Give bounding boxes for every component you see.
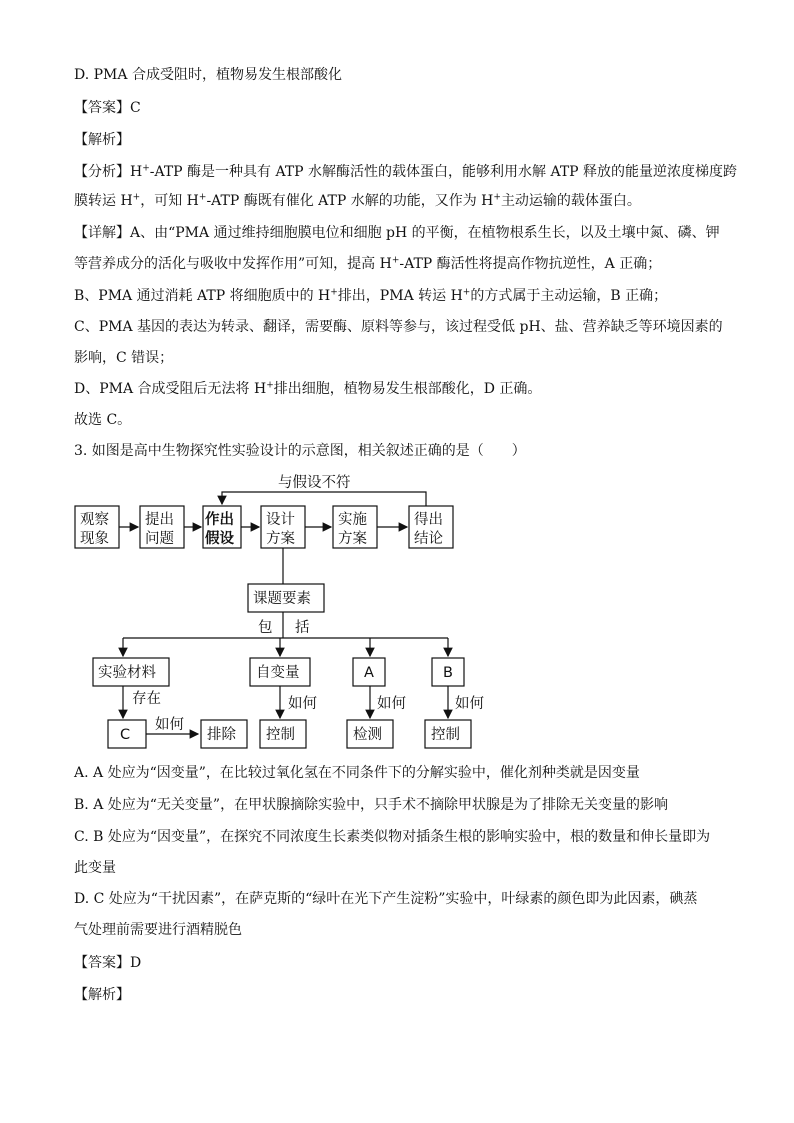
svg-text:A: A [364, 665, 374, 681]
option-c-line-1: C. B 处应为“因变量”，在探究不同浓度生长素类似物对插条生根的影响实验中，根的数量和伸长量即为 [74, 829, 711, 845]
svg-text:方案: 方案 [338, 531, 367, 547]
option-d-line-2: 气处理前需要进行酒精脱色 [74, 922, 242, 938]
svg-text:课题要素: 课题要素 [253, 591, 311, 607]
how-label-3: 如何 [455, 696, 484, 712]
prev-conclusion: 故选 C。 [74, 412, 132, 428]
step-question [140, 506, 184, 548]
prev-answer: 【答案】C [74, 100, 141, 116]
svg-text:观察: 观察 [80, 512, 109, 528]
option-a: A. A 处应为“因变量”，在比较过氧化氢在不同条件下的分解实验中，催化剂种类就是因变量 [74, 765, 640, 781]
q3-analysis-label: 【解析】 [74, 987, 130, 1003]
prev-xiangjie-b: B、PMA 通过消耗 ATP 将细胞质中的 H+排出，PMA 转运 H+的方式属于主动运输，B 正确； [74, 287, 668, 304]
svg-text:作出: 作出 [205, 512, 234, 528]
prev-xiangjie-d: D、PMA 合成受阻后无法将 H+排出细胞，植物易发生根部酸化，D 正确。 [74, 380, 542, 397]
svg-text:方案: 方案 [266, 531, 295, 547]
svg-text:现象: 现象 [80, 531, 109, 547]
bottom-exclude [201, 720, 247, 748]
q3-answer: 【答案】D [74, 955, 142, 971]
svg-text:实施: 实施 [338, 512, 367, 528]
question-3-stem: 3. 如图是高中生物探究性实验设计的示意图，相关叙述正确的是（ ） [74, 443, 526, 459]
prev-fenxi-line-2: 膜转运 H+，可知 H+-ATP 酶既有催化 ATP 水解的功能，又作为 H+主动运输的载体蛋白。 [74, 192, 641, 209]
prev-xiangjie-a-line-1: 【详解】A、由“PMA 通过维持细胞膜电位和细胞 pH 的平衡，在植物根系生长，以及土壤中氮、磷、钾 [74, 225, 720, 241]
svg-text:问题: 问题 [145, 531, 174, 547]
how-label-1: 如何 [288, 696, 317, 712]
step-implement [333, 506, 377, 548]
topic-elements [248, 584, 324, 612]
bottom-control-2 [425, 720, 471, 748]
svg-text:自变量: 自变量 [256, 665, 300, 681]
bottom-detect [347, 720, 393, 748]
bottom-c [108, 720, 146, 748]
svg-text:结论: 结论 [414, 531, 443, 547]
svg-text:设计: 设计 [266, 512, 295, 528]
include-1: 包 [258, 620, 273, 636]
svg-text:提出: 提出 [145, 512, 174, 528]
step-hypothesis [203, 506, 241, 548]
item-independent-variable [250, 658, 310, 686]
svg-text:C: C [120, 727, 131, 743]
include-2: 括 [295, 620, 310, 636]
exist-label: 存在 [132, 691, 161, 707]
option-c-line-2: 此变量 [74, 860, 116, 876]
experiment-design-diagram [70, 470, 510, 755]
prev-fenxi-line-1: 【分析】H+-ATP 酶是一种具有 ATP 水解酶活性的载体蛋白，能够利用水解 ATP 释放的能量逆浓度梯度跨 [74, 163, 738, 180]
prev-xiangjie-c-line-1: C、PMA 基因的表达为转录、翻译，需要酶、原料等参与，该过程受低 pH、盐、营养缺乏等环境因素的 [74, 319, 723, 335]
how-label-2: 如何 [377, 696, 406, 712]
prev-xiangjie-c-line-2: 影响，C 错误； [74, 350, 174, 366]
step-observe [75, 506, 119, 548]
svg-text:得出: 得出 [414, 512, 443, 528]
svg-text:控制: 控制 [266, 727, 295, 743]
svg-text:排除: 排除 [207, 727, 236, 743]
step-design [261, 506, 305, 548]
svg-text:假设: 假设 [205, 531, 234, 547]
step-conclude [409, 506, 453, 548]
svg-text:检测: 检测 [353, 727, 382, 743]
feedback-label: 与假设不符 [278, 475, 351, 491]
option-b: B. A 处应为“无关变量”，在甲状腺摘除实验中，只手术不摘除甲状腺是为了排除无关变量的影响 [74, 797, 669, 813]
how-label-0: 如何 [155, 717, 184, 733]
prev-option-d: D. PMA 合成受阻时，植物易发生根部酸化 [74, 67, 342, 83]
item-a [353, 658, 385, 686]
prev-analysis-label: 【解析】 [74, 132, 130, 148]
item-b [432, 658, 464, 686]
item-material [93, 658, 169, 686]
bottom-control-1 [260, 720, 306, 748]
prev-xiangjie-a-line-2: 等营养成分的活化与吸收中发挥作用”可知，提高 H+-ATP 酶活性将提高作物抗逆性，A 正确； [74, 255, 662, 272]
svg-text:实验材料: 实验材料 [98, 665, 156, 681]
option-d-line-1: D. C 处应为“干扰因素”，在萨克斯的“绿叶在光下产生淀粉”实验中，叶绿素的颜色即为此因素，碘蒸 [74, 891, 698, 907]
svg-text:控制: 控制 [431, 727, 460, 743]
svg-text:B: B [443, 665, 453, 681]
